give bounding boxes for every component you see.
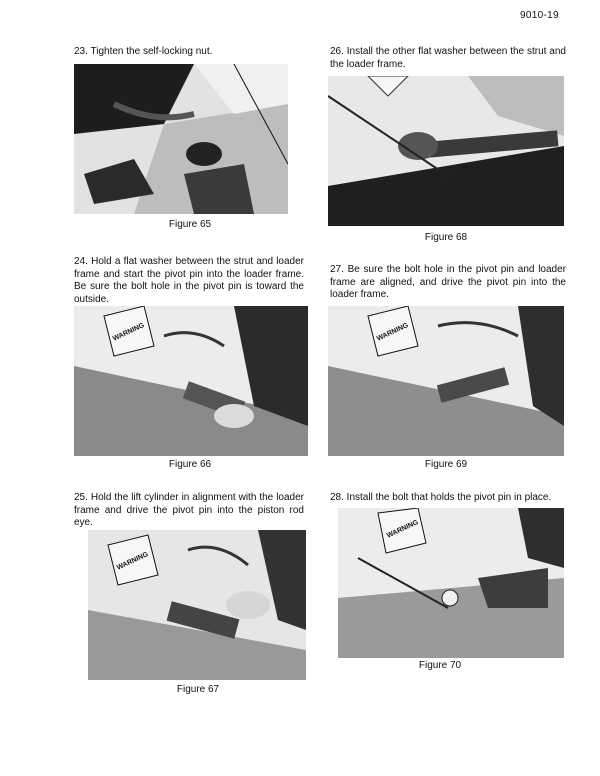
figure-70-caption: Figure 70 bbox=[418, 660, 462, 671]
figure-65-caption: Figure 65 bbox=[168, 219, 212, 230]
figure-70-photo bbox=[338, 508, 564, 658]
figure-67-caption: Figure 67 bbox=[176, 684, 220, 695]
warning-decal-label: WARNING bbox=[385, 519, 420, 540]
warning-decal-label: WARNING bbox=[375, 322, 410, 343]
step-26: 26. Install the other flat washer between the strut and the loader frame. bbox=[330, 46, 566, 70]
figure-66-photo bbox=[74, 306, 308, 456]
figure-69-caption: Figure 69 bbox=[424, 459, 468, 470]
step-28: 28. Install the bolt that holds the pivot pin in place. bbox=[330, 492, 552, 503]
page-number: 9010-19 bbox=[520, 10, 559, 21]
warning-decal-label: WARNING bbox=[115, 551, 150, 572]
figure-66-caption: Figure 66 bbox=[168, 459, 212, 470]
step-23: 23. Tighten the self-locking nut. bbox=[74, 46, 213, 57]
step-27: 27. Be sure the bolt hole in the pivot pin and loader frame are aligned, and drive the pivot pin into the loader frame. bbox=[330, 264, 566, 300]
figure-68-caption: Figure 68 bbox=[424, 232, 468, 243]
step-24: 24. Hold a flat washer between the strut and loader frame and start the pivot pin into the loader frame. Be sure the bolt hole in the pivot pin is toward the outside. bbox=[74, 256, 304, 305]
figure-67-photo bbox=[88, 530, 306, 680]
figure-65-photo bbox=[74, 64, 288, 214]
figure-68-photo bbox=[328, 76, 564, 226]
warning-decal-label: WARNING bbox=[111, 322, 146, 343]
step-25: 25. Hold the lift cylinder in alignment with the loader frame and drive the pivot pin into the piston rod eye. bbox=[74, 492, 304, 528]
figure-69-photo bbox=[328, 306, 564, 456]
